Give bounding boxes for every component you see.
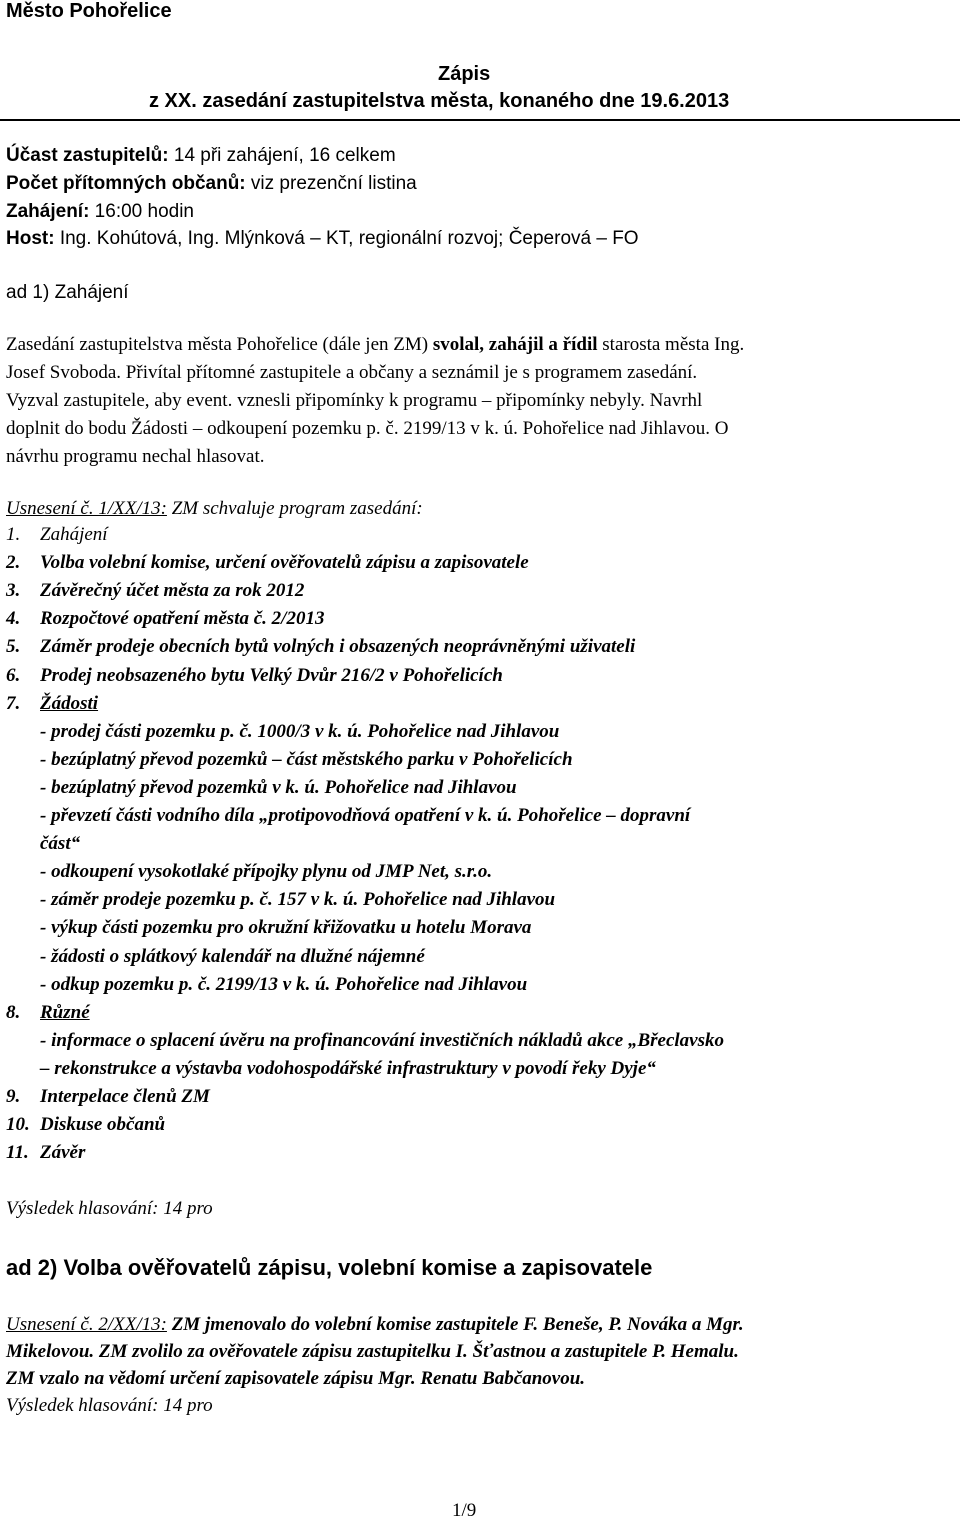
program-item-text: - bezúplatný převod pozemků – část městského parku v Pohořelicích [40,748,573,770]
attendance-line: Účast zastupitelů: 14 při zahájení, 16 celkem [6,145,396,166]
document-subtitle: z XX. zasedání zastupitelstva města, konaného dne 19.6.2013 [149,90,730,112]
program-item-number: 10. [6,1114,30,1136]
program-item [6,608,324,630]
vote-result: Výsledek hlasování: 14 pro [6,1395,213,1416]
program-item [6,1002,90,1024]
program-item-text: - převzetí části vodního díla „protipovodňová opatření v k. ú. Pohořelice – dopravní [40,805,691,826]
program-item [6,693,98,715]
program-item-number: 3. [6,580,21,602]
program-item-text: Volba volební komise, určení ověřovatelů zápisu a zapisovatele [40,552,529,574]
program-item [6,749,573,771]
program-item [6,552,529,574]
program-item-text: Interpelace členů ZM [40,1086,210,1107]
resolution-line: ZM vzalo na vědomí určení zapisovatele zápisu Mgr. Renatu Babčanovou. [6,1368,586,1389]
resolution-line: Usnesení č. 2/XX/13: ZM jmenovalo do volební komise zastupitele F. Beneše, P. Nováka a Mgr. [6,1314,744,1335]
program-item-number: 2. [6,552,21,574]
attendance-line: Počet přítomných občanů: viz prezenční listina [6,173,417,194]
program-item-text: část“ [40,833,81,855]
program-item [6,805,690,827]
program-item-text: Diskuse občanů [40,1114,166,1136]
paragraph-line: návrhu programu nechal hlasovat. [6,446,265,467]
program-item-text: Prodej neobsazeného bytu Velký Dvůr 216/2 v Pohořelicích [40,664,503,686]
vote-result: Výsledek hlasování: 14 pro [6,1198,213,1219]
attendance-line: Zahájení: 16:00 hodin [6,201,194,222]
program-item-text: Závěr [40,1142,86,1164]
program-item [6,1114,165,1136]
program-item [6,889,555,911]
program-item-text: - odkoupení vysokotlaké přípojky plynu od JMP Net, s.r.o. [40,861,493,883]
program-item [6,580,304,602]
program-item-text: - žádosti o splátkový kalendář na dlužné nájemné [40,945,425,967]
program-item [6,974,527,996]
program-item [6,665,503,687]
page-number: 1/9 [452,1500,477,1521]
program-item-text: Rozpočtové opatření města č. 2/2013 [40,608,325,630]
attendance-line: Host: Ing. Kohútová, Ing. Mlýnková – KT, regionální rozvoj; Čeperová – FO [6,228,639,249]
section-heading: ad 1) Zahájení [6,282,129,303]
program-item-text: - záměr prodeje pozemku p. č. 157 v k. ú. Pohořelice nad Jihlavou [40,889,556,911]
program-item-text: - odkup pozemku p. č. 2199/13 v k. ú. Pohořelice nad Jihlavou [40,973,528,995]
program-item [6,524,108,546]
town-name: Město Pohořelice [6,0,172,22]
program-item [6,721,559,743]
program-item-number: 6. [6,664,21,686]
program-item-text: - bezúplatný převod pozemků v k. ú. Pohořelice nad Jihlavou [40,776,517,798]
program-item [6,1030,724,1052]
program-item-number: 5. [6,636,21,658]
program-item-number: 9. [6,1086,21,1107]
program-item [6,861,492,883]
program-item-number: 1. [6,524,21,545]
program-item [6,1086,210,1108]
program-item-text: – rekonstrukce a výstavba vodohospodářské infrastruktury v povodí řeky Dyje“ [40,1057,656,1079]
title-divider [0,119,960,121]
program-item-text: - výkup části pozemku pro okružní křižovatku u hotelu Morava [40,917,532,939]
program-item [6,777,517,799]
program-item-number: 8. [6,1001,21,1023]
program-item-text: Žádosti [40,692,99,714]
section-heading: ad 2) Volba ověřovatelů zápisu, volební komise a zapisovatele [6,1255,653,1280]
program-item-text: - informace o splacení úvěru na profinancování investičních nákladů akce „Břeclavsko [40,1029,724,1051]
program-item [6,946,425,968]
program-item-number: 7. [6,692,21,714]
program-item [6,1142,85,1164]
program-item-text: Závěrečný účet města za rok 2012 [40,580,305,602]
program-item-text: Zahájení [40,524,108,545]
program-item [6,636,635,658]
program-item [6,833,80,855]
resolution-line: Mikelovou. ZM zvolilo za ověřovatele zápisu zastupitelku I. Šťastnou a zastupitele P. Hemalu. [6,1341,739,1362]
program-item-text: Záměr prodeje obecních bytů volných i obsazených neoprávněnými uživateli [40,636,636,658]
program-item-number: 4. [6,608,21,630]
program-item [6,1058,656,1080]
program-item-text: Různé [40,1001,90,1023]
program-item-number: 11. [6,1142,29,1164]
paragraph-line: Vyzval zastupitele, aby event. vznesli připomínky k programu – připomínky nebyly. Navrhl [6,390,703,411]
document-title: Zápis [438,63,491,85]
paragraph-line: doplnit do bodu Žádosti – odkoupení pozemku p. č. 2199/13 v k. ú. Pohořelice nad Jihlavou. O [6,418,729,439]
program-item-text: - prodej části pozemku p. č. 1000/3 v k. ú. Pohořelice nad Jihlavou [40,720,560,742]
program-item [6,917,531,939]
paragraph-line: Zasedání zastupitelstva města Pohořelice (dále jen ZM) svolal, zahájil a řídil starosta města Ing. [6,334,745,355]
paragraph-line: Josef Svoboda. Přivítal přítomné zastupitele a občany a seznámil je s programem zasedání. [6,362,698,383]
resolution-line: Usnesení č. 1/XX/13: ZM schvaluje program zasedání: [6,498,423,519]
